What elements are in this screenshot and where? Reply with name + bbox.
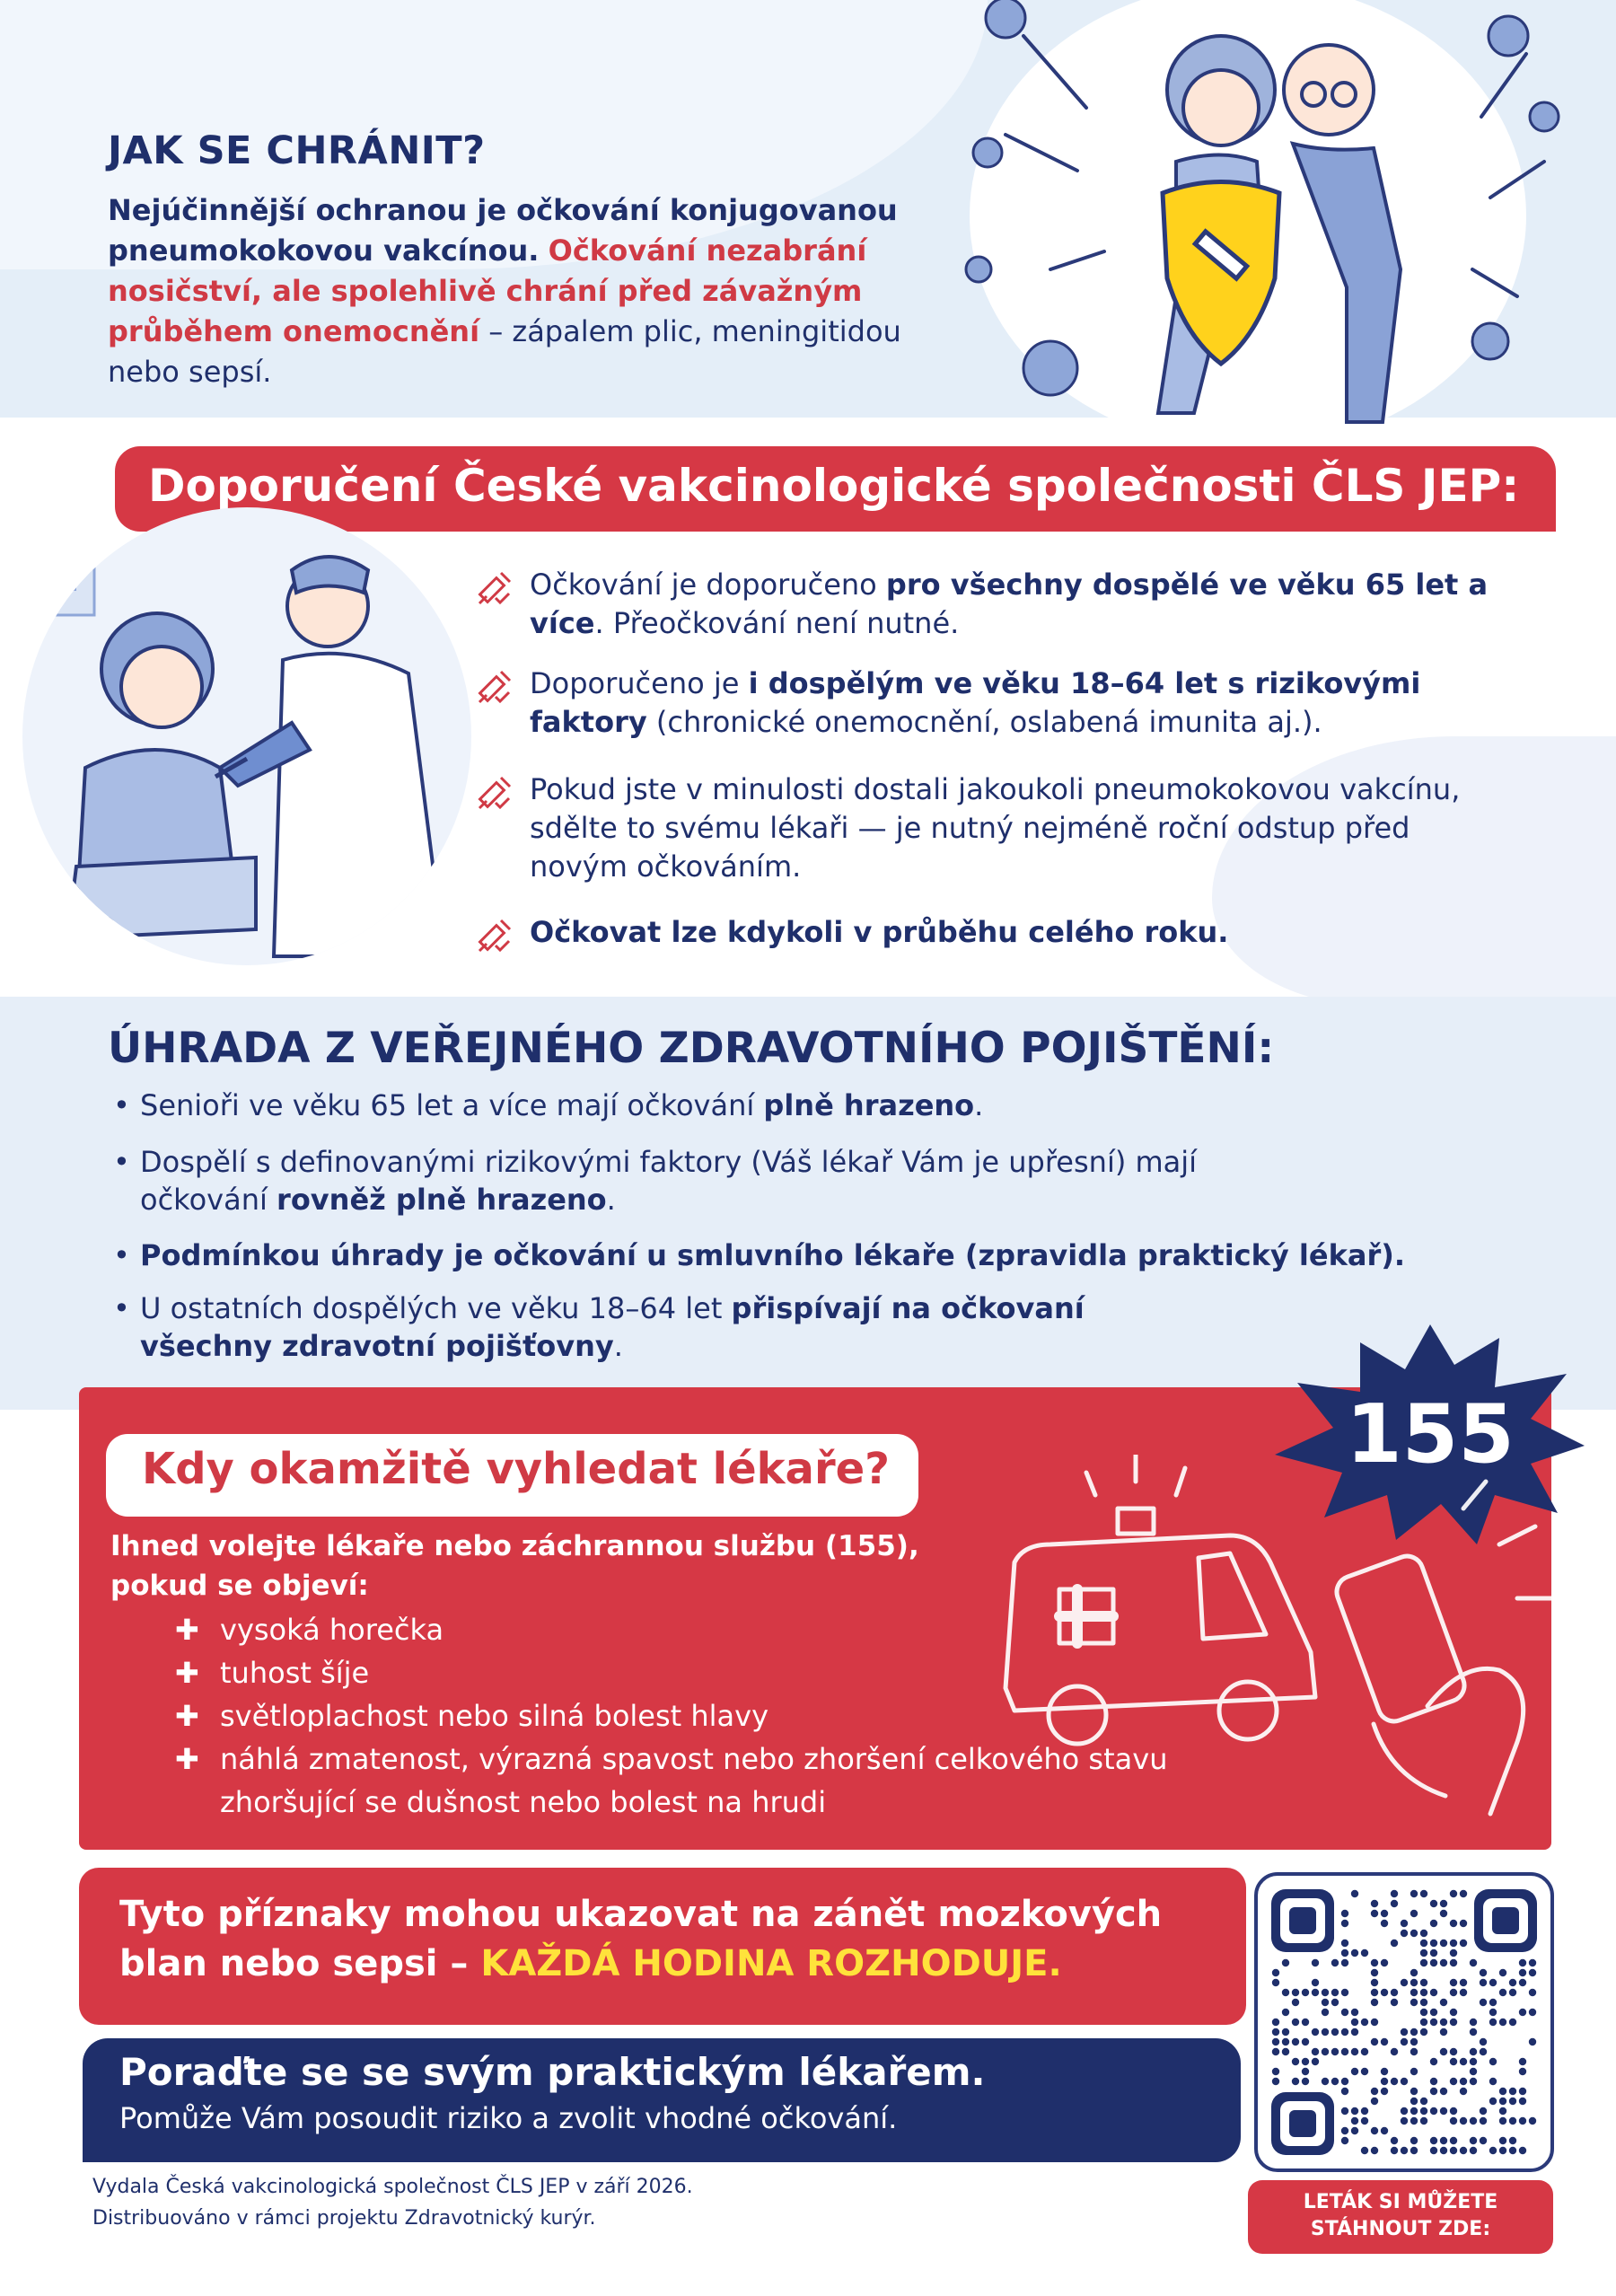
qr-module — [1499, 2019, 1506, 2026]
consult-subtitle: Pomůže Vám posoudit riziko a zvolit vhodné očkování. — [119, 2101, 898, 2135]
qr-module — [1509, 2117, 1516, 2124]
qr-module — [1519, 2147, 1526, 2154]
qr-module — [1401, 1920, 1408, 1927]
protection-text-red: Očkování nezabrání nosičství, ale spolehlivě chrání před závažným průběhem onemocnění — [108, 233, 867, 348]
qr-module — [1420, 1989, 1427, 1996]
qr-module — [1351, 2127, 1358, 2134]
qr-module — [1489, 2147, 1497, 2154]
warning-highlight: KAŽDÁ HODINA ROZHODUJE. — [480, 1943, 1062, 1984]
qr-module — [1470, 2068, 1477, 2075]
qr-module — [1351, 1890, 1358, 1897]
qr-module — [1460, 1979, 1467, 1986]
plus-icon: ✚ — [175, 1613, 199, 1647]
qr-module — [1272, 2028, 1279, 2036]
qr-module — [1440, 2107, 1447, 2115]
qr-module — [1361, 2019, 1368, 2026]
seniors-shield-illustration — [952, 0, 1580, 431]
qr-module — [1272, 2019, 1279, 2026]
qr-module — [1470, 2058, 1477, 2065]
qr-module — [1410, 2117, 1418, 2124]
qr-module — [1450, 1949, 1457, 1957]
qr-module — [1410, 1910, 1418, 1917]
qr-module — [1430, 1920, 1437, 1927]
qr-module — [1410, 1989, 1418, 1996]
qr-module — [1391, 2078, 1398, 2085]
qr-module — [1401, 2078, 1408, 2085]
recommendation-title: Doporučení České vakcinologické společnosti ČLS JEP: — [148, 460, 1520, 512]
qr-module — [1460, 2058, 1467, 2065]
qr-module — [1391, 1900, 1398, 1907]
qr-module — [1529, 1969, 1536, 1976]
qr-module — [1410, 2137, 1418, 2144]
syringe-check-icon — [474, 567, 515, 609]
qr-module — [1480, 2038, 1487, 2045]
qr-module — [1440, 2028, 1447, 2036]
qr-module — [1420, 2019, 1427, 2026]
qr-module — [1381, 2068, 1388, 2075]
qr-module — [1420, 1949, 1427, 1957]
qr-module — [1282, 2038, 1289, 2045]
qr-module — [1420, 1890, 1427, 1897]
qr-module — [1292, 1989, 1299, 1996]
qr-module — [1302, 1989, 1309, 1996]
qr-module — [1529, 2009, 1536, 2016]
qr-module — [1361, 2117, 1368, 2124]
qr-module — [1312, 2058, 1319, 2065]
qr-module — [1302, 2019, 1309, 2026]
qr-module — [1450, 2058, 1457, 2065]
qr-module — [1430, 1989, 1437, 1996]
qr-module — [1489, 2058, 1497, 2065]
qr-module — [1440, 2048, 1447, 2055]
qr-module — [1282, 1959, 1289, 1966]
qr-module — [1430, 2088, 1437, 2095]
qr-module — [1341, 1949, 1348, 1957]
qr-module — [1302, 2078, 1309, 2085]
qr-module — [1420, 1940, 1427, 1947]
qr-module — [1529, 1959, 1536, 1966]
qr-module — [1341, 2088, 1348, 2095]
qr-module — [1341, 2009, 1348, 2016]
qr-module — [1499, 2137, 1506, 2144]
qr-module — [1381, 1910, 1388, 1917]
qr-module — [1322, 1989, 1329, 1996]
qr-module — [1460, 2088, 1467, 2095]
qr-module — [1410, 2147, 1418, 2154]
qr-module — [1371, 1910, 1378, 1917]
qr-module — [1509, 2019, 1516, 2026]
qr-module — [1410, 2107, 1418, 2115]
qr-module — [1272, 1979, 1279, 1986]
qr-module — [1312, 2028, 1319, 2036]
qr-module — [1331, 1989, 1339, 1996]
qr-module — [1292, 2058, 1299, 2065]
qr-module — [1312, 1979, 1319, 1986]
qr-module — [1272, 2078, 1279, 2085]
recommendation-item: Očkování je doporučeno pro všechny dospělé ve věku 65 let a více. Přeočkování není nutné. — [530, 566, 1535, 643]
qr-module — [1519, 2117, 1526, 2124]
qr-module — [1391, 2137, 1398, 2144]
qr-module — [1440, 2088, 1447, 2095]
qr-module — [1341, 2127, 1348, 2134]
qr-module — [1420, 1959, 1427, 1966]
phone-in-hand-icon — [1332, 1552, 1524, 1814]
qr-module — [1381, 2088, 1388, 2095]
qr-module — [1351, 2048, 1358, 2055]
qr-module — [1420, 1930, 1427, 1937]
qr-module — [1341, 1989, 1348, 1996]
qr-code[interactable] — [1271, 1889, 1537, 2155]
qr-module — [1519, 2088, 1526, 2095]
qr-module — [1341, 2107, 1348, 2115]
qr-module — [1292, 2038, 1299, 2045]
qr-module — [1282, 2028, 1289, 2036]
qr-module — [1322, 2048, 1329, 2055]
reimbursement-item: • Senioři ve věku 65 let a více mají očkování plně hrazeno. — [113, 1088, 984, 1122]
qr-module — [1371, 1969, 1378, 1976]
qr-module — [1391, 2147, 1398, 2154]
qr-module — [1430, 2019, 1437, 2026]
qr-module — [1391, 2048, 1398, 2055]
qr-module — [1460, 1940, 1467, 1947]
qr-module — [1430, 1949, 1437, 1957]
qr-module — [1499, 1969, 1506, 1976]
qr-module — [1282, 1989, 1289, 1996]
qr-module — [1371, 2127, 1378, 2134]
qr-module — [1361, 2147, 1368, 2154]
qr-module — [1401, 1979, 1408, 1986]
qr-module — [1489, 2019, 1497, 2026]
qr-module — [1450, 2147, 1457, 2154]
qr-module — [1410, 1969, 1418, 1976]
qr-module — [1470, 2137, 1477, 2144]
qr-module — [1499, 2098, 1506, 2105]
qr-module — [1361, 2068, 1368, 2075]
qr-module — [1371, 1959, 1378, 1966]
qr-module — [1509, 2147, 1516, 2154]
qr-module — [1450, 2078, 1457, 2085]
qr-module — [1391, 1999, 1398, 2006]
qr-module — [1371, 1900, 1378, 1907]
qr-module — [1420, 2098, 1427, 2105]
qr-module — [1331, 2078, 1339, 2085]
qr-module — [1430, 2137, 1437, 2144]
qr-module — [1322, 1999, 1329, 2006]
qr-module — [1371, 2019, 1378, 2026]
qr-module — [1460, 1920, 1467, 1927]
qr-module — [1341, 2048, 1348, 2055]
qr-module — [1440, 1959, 1447, 1966]
symptom-item: ✚ tuhost šíje — [175, 1653, 1252, 1693]
qr-module — [1302, 2038, 1309, 2045]
footer-publisher: Vydala Česká vakcinologická společnost ČLS JEP v září 2026. — [92, 2176, 693, 2198]
qr-module — [1371, 2038, 1378, 2045]
qr-module — [1292, 1999, 1299, 2006]
qr-module — [1440, 1999, 1447, 2006]
qr-module — [1519, 1959, 1526, 1966]
qr-module — [1450, 1979, 1457, 1986]
qr-module — [1410, 2098, 1418, 2105]
qr-module — [1381, 1920, 1388, 1927]
qr-module — [1351, 1949, 1358, 1957]
qr-module — [1450, 1940, 1457, 1947]
qr-module — [1470, 2048, 1477, 2055]
footer-distribution: Distribuováno v rámci projektu Zdravotnický kurýr. — [92, 2207, 596, 2230]
qr-module — [1351, 2028, 1358, 2036]
qr-module — [1450, 2137, 1457, 2144]
qr-module — [1529, 2038, 1536, 2045]
qr-module — [1420, 2117, 1427, 2124]
reimbursement-item: • Dospělí s definovanými rizikovými faktory (Váš lékař Vám je upřesní) mají očkování rovněž plně hrazeno. — [113, 1145, 1198, 1217]
qr-module — [1480, 1979, 1487, 1986]
qr-module — [1410, 1979, 1418, 1986]
qr-module — [1381, 2038, 1388, 2045]
qr-module — [1410, 1890, 1418, 1897]
qr-module — [1519, 2058, 1526, 2065]
qr-module — [1341, 1920, 1348, 1927]
qr-module — [1292, 2078, 1299, 2085]
qr-module — [1480, 1969, 1487, 1976]
qr-module — [1322, 2009, 1329, 2016]
qr-module — [1450, 2048, 1457, 2055]
qr-module — [1381, 2127, 1388, 2134]
consult-title: Poraďte se se svým praktickým lékařem. — [119, 2050, 986, 2094]
qr-module — [1341, 1940, 1348, 1947]
qr-module — [1272, 2038, 1279, 2045]
qr-module — [1381, 2078, 1388, 2085]
qr-module — [1361, 2048, 1368, 2055]
qr-module — [1509, 2098, 1516, 2105]
qr-module — [1391, 1989, 1398, 1996]
qr-module — [1480, 2107, 1487, 2115]
qr-module — [1272, 2048, 1279, 2055]
qr-module — [1450, 2107, 1457, 2115]
emergency-number: 155 — [1346, 1387, 1515, 1482]
qr-module — [1282, 2009, 1289, 2016]
qr-module — [1450, 1959, 1457, 1966]
reimbursement-item: • Podmínkou úhrady je očkování u smluvního lékaře (zpravidla praktický lékař). — [113, 1238, 1406, 1272]
qr-module — [1351, 2107, 1358, 2115]
qr-module — [1480, 1999, 1487, 2006]
qr-module — [1499, 2147, 1506, 2154]
qr-module — [1430, 1940, 1437, 1947]
qr-module — [1489, 1999, 1497, 2006]
qr-module — [1489, 2078, 1497, 2085]
qr-module — [1410, 1930, 1418, 1937]
qr-module — [1430, 2009, 1437, 2016]
qr-module — [1499, 2107, 1506, 2115]
qr-module — [1420, 2107, 1427, 2115]
qr-module — [1430, 1959, 1437, 1966]
qr-module — [1420, 2028, 1427, 2036]
qr-module — [1410, 2088, 1418, 2095]
qr-module — [1410, 2048, 1418, 2055]
qr-module — [1480, 2117, 1487, 2124]
qr-module — [1312, 1959, 1319, 1966]
qr-module — [1460, 2078, 1467, 2085]
qr-module — [1480, 2137, 1487, 2144]
qr-module — [1341, 1910, 1348, 1917]
qr-module — [1351, 2009, 1358, 2016]
qr-module — [1460, 1989, 1467, 1996]
qr-module — [1302, 2058, 1309, 2065]
qr-module — [1440, 2147, 1447, 2154]
syringe-check-icon — [474, 772, 515, 814]
qr-module — [1450, 2009, 1457, 2016]
qr-module — [1401, 2038, 1408, 2045]
qr-module — [1489, 2009, 1497, 2016]
qr-download-label: LETÁK SI MŮŽETE STÁHNOUT ZDE: — [1248, 2180, 1553, 2254]
qr-module — [1371, 1979, 1378, 1986]
qr-module — [1470, 2078, 1477, 2085]
symptom-item: ✚ vysoká horečka — [175, 1610, 1252, 1649]
qr-module — [1391, 1940, 1398, 1947]
qr-module — [1391, 1890, 1398, 1897]
qr-module — [1361, 2107, 1368, 2115]
qr-module — [1381, 1959, 1388, 1966]
qr-module — [1401, 1930, 1408, 1937]
qr-module — [1420, 1979, 1427, 1986]
qr-module — [1440, 2137, 1447, 2144]
qr-module — [1499, 2117, 1506, 2124]
qr-module — [1470, 2028, 1477, 2036]
qr-module — [1420, 2009, 1427, 2016]
protection-text — [108, 190, 970, 392]
qr-module — [1322, 2028, 1329, 2036]
qr-module — [1401, 2028, 1408, 2036]
doctor-vaccinating-illustration — [22, 507, 471, 965]
qr-module — [1519, 1969, 1526, 1976]
qr-module — [1401, 2117, 1408, 2124]
qr-module — [1430, 1900, 1437, 1907]
qr-module — [1410, 2068, 1418, 2075]
qr-module — [1420, 1999, 1427, 2006]
qr-module — [1460, 1890, 1467, 1897]
qr-module — [1322, 2078, 1329, 2085]
qr-module — [1470, 2147, 1477, 2154]
reimbursement-item: • U ostatních dospělých ve věku 18–64 let přispívají na očkovaní všechny zdravotní pojišťovny. — [113, 1291, 1085, 1363]
qr-module — [1381, 1989, 1388, 1996]
qr-module — [1470, 2019, 1477, 2026]
symptom-item: ✚ světloplachost nebo silná bolest hlavy — [175, 1696, 1252, 1736]
plus-icon: ✚ — [175, 1656, 199, 1690]
qr-module — [1272, 1969, 1279, 1976]
qr-module — [1519, 1979, 1526, 1986]
qr-module — [1410, 2038, 1418, 2045]
qr-module — [1361, 1949, 1368, 1957]
urgent-care-title: Kdy okamžitě vyhledat lékaře? — [142, 1444, 891, 1494]
qr-module — [1499, 2088, 1506, 2095]
qr-module — [1509, 2088, 1516, 2095]
qr-module — [1302, 2068, 1309, 2075]
qr-module — [1470, 2117, 1477, 2124]
syringe-check-icon — [474, 915, 515, 956]
qr-module — [1489, 1979, 1497, 1986]
symptom-item: ✚ náhlá zmatenost, výrazná spavost nebo zhoršení celkového stavu — [175, 1739, 1252, 1779]
qr-module — [1450, 2117, 1457, 2124]
qr-module — [1499, 1989, 1506, 1996]
qr-module — [1509, 2137, 1516, 2144]
qr-module — [1341, 2078, 1348, 2085]
qr-module — [1509, 1989, 1516, 1996]
qr-module — [1351, 2019, 1358, 2026]
section-title-protection: JAK SE CHRÁNIT? — [108, 128, 486, 173]
qr-module — [1450, 1920, 1457, 1927]
qr-module — [1430, 2147, 1437, 2154]
qr-module — [1450, 2019, 1457, 2026]
qr-module — [1282, 2048, 1289, 2055]
urgent-care-intro: Ihned volejte lékaře nebo záchrannou službu (155), pokud se objeví: — [110, 1530, 919, 1602]
qr-module — [1371, 1999, 1378, 2006]
recommendation-item: Očkovat lze kdykoli v průběhu celého roku. — [530, 913, 1535, 952]
protection-text-strong: Nejúčinnější ochranou je očkování konjugovanou pneumokokovou vakcínou. — [108, 193, 898, 268]
qr-module — [1519, 2098, 1526, 2105]
qr-module — [1519, 2068, 1526, 2075]
qr-module — [1470, 1959, 1477, 1966]
qr-module — [1450, 1890, 1457, 1897]
qr-module — [1312, 2048, 1319, 2055]
qr-module — [1331, 2048, 1339, 2055]
qr-module — [1509, 1979, 1516, 1986]
plus-icon: ✚ — [175, 1742, 199, 1776]
qr-module — [1351, 2068, 1358, 2075]
qr-module — [1430, 2078, 1437, 2085]
qr-module — [1371, 2147, 1378, 2154]
qr-module — [1401, 2107, 1408, 2115]
qr-module — [1460, 2117, 1467, 2124]
qr-module — [1371, 2088, 1378, 2095]
qr-module — [1371, 2098, 1378, 2105]
qr-module — [1410, 1999, 1418, 2006]
qr-module — [1341, 2028, 1348, 2036]
qr-module — [1460, 2147, 1467, 2154]
qr-module — [1371, 1989, 1378, 1996]
qr-module — [1440, 1900, 1447, 1907]
qr-module — [1272, 2068, 1279, 2075]
qr-module — [1341, 2137, 1348, 2144]
syringe-check-icon — [474, 666, 515, 708]
qr-module — [1351, 2117, 1358, 2124]
qr-module — [1440, 1940, 1447, 1947]
qr-module — [1430, 2058, 1437, 2065]
qr-module — [1331, 1959, 1339, 1966]
qr-module — [1341, 1959, 1348, 1966]
qr-module — [1430, 2107, 1437, 2115]
symptom-item: zhoršující se dušnost nebo bolest na hrudi — [220, 1785, 827, 1819]
warning-text: Tyto příznaky mohou ukazovat na zánět mozkových blan nebo sepsi – KAŽDÁ HODINA ROZHODUJE. — [119, 1894, 1163, 1984]
plus-icon: ✚ — [175, 1699, 199, 1733]
protection-text-rest: – zápalem plic, meningitidou nebo sepsí. — [108, 314, 901, 389]
qr-module — [1489, 2098, 1497, 2105]
qr-module — [1450, 1989, 1457, 1996]
qr-module — [1480, 2048, 1487, 2055]
qr-module — [1529, 1989, 1536, 1996]
recommendation-item: Pokud jste v minulosti dostali jakoukoli pneumokokovou vakcínu, sdělte to svému lékaři — je nutný nejméně roční odstup před novým očkováním. — [530, 770, 1499, 886]
reimbursement-title: ÚHRADA Z VEŘEJNÉHO ZDRAVOTNÍHO POJIŠTĚNÍ: — [108, 1024, 1275, 1073]
qr-module — [1312, 1989, 1319, 1996]
qr-module — [1331, 2028, 1339, 2036]
qr-module — [1440, 1910, 1447, 1917]
qr-module — [1440, 2019, 1447, 2026]
qr-module — [1519, 2009, 1526, 2016]
qr-module — [1331, 1999, 1339, 2006]
qr-module — [1401, 2147, 1408, 2154]
qr-module — [1292, 2019, 1299, 2026]
qr-module — [1529, 2117, 1536, 2124]
qr-module — [1410, 2028, 1418, 2036]
recommendation-item: Doporučeno je i dospělým ve věku 18–64 let s rizikovými faktory (chronické onemocnění, oslabená imunita aj.). — [530, 664, 1535, 742]
